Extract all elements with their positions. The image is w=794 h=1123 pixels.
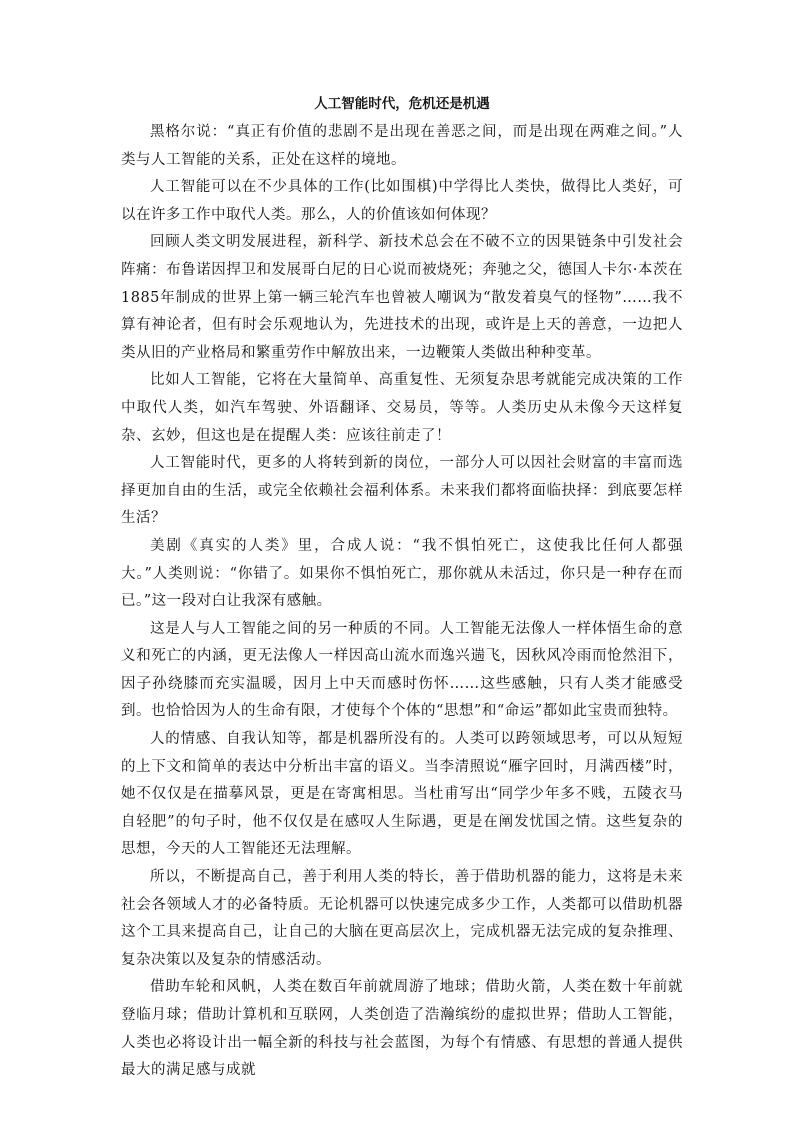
document-body (121, 92, 683, 1085)
paragraph-5: 人工智能时代，更多的人将转到新的岗位，一部分人可以因社会财富的丰富而选择更加自由的生活，或完全依赖社会福利体系。未来我们都将面临抉择：到底要怎样生活？ (121, 455, 683, 527)
document-title: 人工智能时代，危机还是机遇 (314, 96, 490, 112)
paragraph-3: 回顾人类文明发展进程，新科学、新技术总会在不破不立的因果链条中引发社会阵痛：布鲁诺因捍卫和发展哥白尼的日心说而被烧死；奔驰之父，德国人卡尔·本茨在1885年制成的世界上第一辆三轮汽车也曾被人嘲讽为“散发着臭气的怪物”……我不算有神论者，但有时会乐观地认为，先进技术的出现，或许是上天的善意，一边把人类从旧的产业格局和繁重劳作中解放出来，一边鞭策人类做出种种变革。 (121, 234, 683, 361)
paragraph-1: 黑格尔说：“真正有价值的悲剧不是出现在善恶之间，而是出现在两难之间。”人类与人工智能的关系，正处在这样的境地。 (121, 124, 683, 168)
paragraph-8: 人的情感、自我认知等，都是机器所没有的。人类可以跨领域思考，可以从短短的上下文和简单的表达中分析出丰富的语义。当李清照说“雁字回时，月满西楼”时，她不仅仅是在描摹风景，更是在寄寓相思。当杜甫写出“同学少年多不贱，五陵衣马自轻肥”的句子时，他不仅仅是在感叹人生际遇，更是在阐发忧国之情。这些复杂的思想，今天的人工智能还无法理解。 (121, 731, 683, 858)
paragraph-6: 美剧《真实的人类》里，合成人说：“我不惧怕死亡，这使我比任何人都强大。”人类则说：“你错了。如果你不惧怕死亡，那你就从未活过，你只是一种存在而已。”这一段对白让我深有感触。 (121, 537, 683, 610)
paragraph-7: 这是人与人工智能之间的另一种质的不同。人工智能无法像人一样体悟生命的意义和死亡的内涵，更无法像人一样因高山流水而逸兴遄飞，因秋风冷雨而怆然泪下，因子孙绕膝而充实温暖，因月上中天而感时伤怀……这些感触，只有人类才能感受到。也恰恰因为人的生命有限，才使每个个体的“思想”和“命运”都如此宝贵而独特。 (121, 620, 683, 720)
paragraph-4: 比如人工智能，它将在大量简单、高重复性、无须复杂思考就能完成决策的工作中取代人类，如汽车驾驶、外语翻译、交易员，等等。人类历史从未像今天这样复杂、玄妙，但这也是在提醒人类：应该往前走了！ (121, 372, 683, 444)
paragraph-10: 借助车轮和风帆，人类在数百年前就周游了地球；借助火箭，人类在数十年前就登临月球；借助计算机和互联网，人类创造了浩瀚缤纷的虚拟世界；借助人工智能，人类也必将设计出一幅全新的科技与社会蓝图，为每个有情感、有思想的普通人提供最大的满足感与成就 (121, 979, 683, 1079)
paragraph-9: 所以，不断提高自己，善于利用人类的特长，善于借助机器的能力，这将是未来社会各领域人才的必备特质。无论机器可以快速完成多少工作，人类都可以借助机器这个工具来提高自己，让自己的大脑在更高层次上，完成机器无法完成的复杂推理、复杂决策以及复杂的情感活动。 (121, 869, 683, 968)
paragraph-2: 人工智能可以在不少具体的工作(比如围棋)中学得比人类快，做得比人类好，可以在许多工作中取代人类。那么，人的价值该如何体现？ (121, 179, 683, 223)
